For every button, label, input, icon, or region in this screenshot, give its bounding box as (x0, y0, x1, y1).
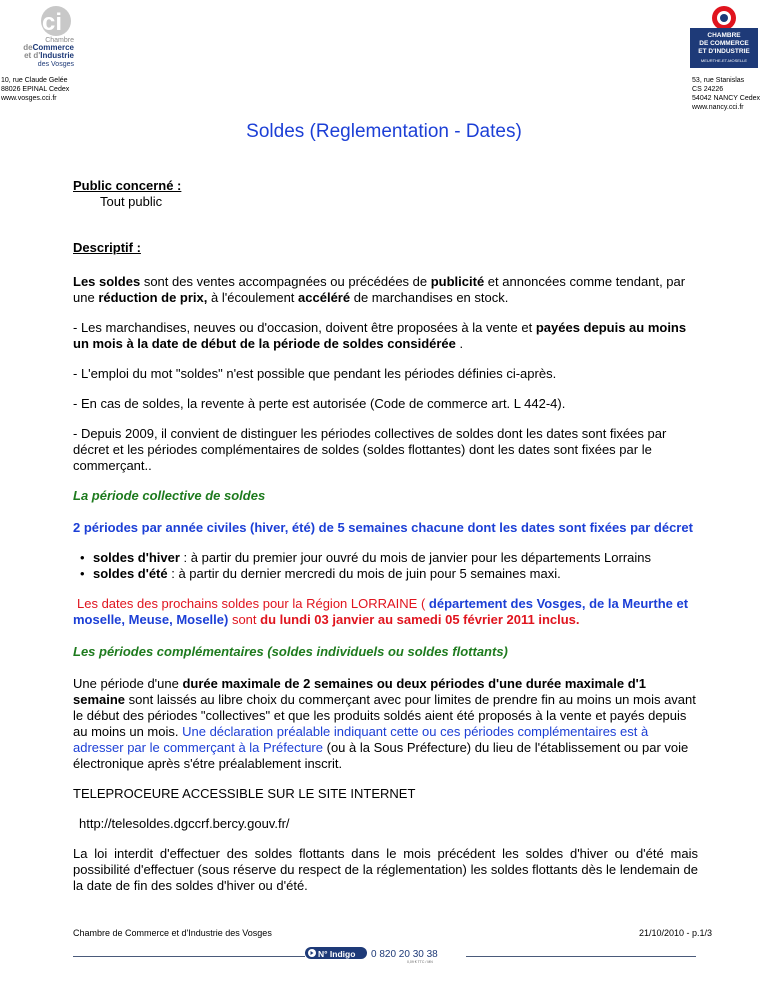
logo-line3b: Industrie (40, 51, 74, 60)
cci-vosges-logo (6, 4, 76, 70)
logo-line2a: de (23, 43, 33, 52)
page-title: Soldes (Reglementation - Dates) (246, 121, 522, 142)
logo-mark: ci (42, 9, 63, 36)
public-value: Tout public (100, 194, 163, 209)
address-link[interactable]: www.vosges.cci.fr (1, 95, 57, 102)
indigo-number-badge (305, 946, 465, 964)
address-nancy (692, 76, 760, 112)
descriptif-heading: Descriptif : (73, 240, 141, 255)
public-heading: Public concerné : (73, 178, 182, 193)
descriptif-p2: - Les marchandises, neuves ou d'occasion, doivent être proposées à la vente et payées depuis au moins un mois à la date de début de la période de soldes considérée . (73, 320, 687, 351)
teleprocedure-label: TELEPROCEURE ACCESSIBLE SUR LE SITE INTERNET (73, 786, 416, 801)
footer-divider-left (73, 956, 305, 957)
list-item: • soldes d'été : à partir du dernier mercredi du mois de juin pour 5 semaines maxi. (80, 566, 561, 581)
logo-line1: Chambre (45, 37, 74, 44)
collective-bullets (73, 550, 698, 582)
address-link[interactable]: www.nancy.cci.fr (692, 104, 744, 111)
descriptif-p3: - L'emploi du mot "soldes" n'est possible que pendant les périodes définies ci-après. (73, 366, 557, 381)
logo-line4: des Vosges (37, 61, 74, 68)
collective-dates: Les dates des prochains soldes pour la Région LORRAINE ( département des Vosges, de la Meurthe et moselle, Meuse, Moselle) sont du lundi 03 janvier au samedi 05 février 2011 inclus. (73, 596, 689, 627)
descriptif-p5: - Depuis 2009, il convient de distinguer les périodes collectives de soldes dont les dates sont fixées par décret et les périodes complémentaires de soldes (soldes flottantes) dont les dates sont fixées par le commerçant.. (73, 426, 667, 473)
indigo-label: N° Indigo (318, 949, 356, 959)
complementary-p2: La loi interdit d'effectuer des soldes flottants dans le mois précédent les soldes d'hiver ou d'été mais possibilité d'effectuer (sous réserve du respect de la réglementation) les soldes flottants dès le lendemain de la date de fin des soldes d'hiver ou d'été. (73, 846, 698, 893)
logo-line3a: et d' (24, 51, 41, 60)
logo-r-line3: ET D'INDUSTRIE (698, 48, 750, 55)
address-line: 88026 EPINAL Cedex (1, 86, 70, 93)
collective-lead: 2 périodes par année civiles (hiver, été) de 5 semaines chacune dont les dates sont fixées par décret (73, 520, 693, 535)
descriptif-p4: - En cas de soldes, la revente à perte est autorisée (Code de commerce art. L 442-4). (73, 396, 566, 411)
descriptif-p1: Les soldes sont des ventes accompagnées ou précédées de publicité et annoncées comme tendant, par une réduction de prix, à l'écoulement accéléré de marchandises en stock. (73, 274, 686, 305)
collective-heading: La période collective de soldes (73, 488, 266, 503)
logo-line2b: Commerce (32, 43, 74, 52)
address-vosges (1, 76, 69, 103)
address-line: 54042 NANCY Cedex (692, 95, 760, 102)
logo-r-line4: MEURTHE-ET-MOSELLE (700, 58, 748, 63)
complementary-heading: Les périodes complémentaires (soldes individuels ou soldes flottants) (73, 644, 508, 659)
complementary-p1: Une période d'une durée maximale de 2 semaines ou deux périodes d'une durée maximale d'1 semaine sont laissés au libre choix du commerçant avec pour limites de prendre fin au moins un mois avant le début des périodes "collectives" et que les produits soldés aient été proposés à la vente et payés depuis au moins un mois. Une déclaration préalable indiquant cette ou ces périodes complémentaires est à adresser par le commerçant à la Préfecture (ou à la Sous Préfecture) du lieu de l'établissement ou par voie électronique après s'étre préalablement inscrit. (73, 676, 696, 771)
logo-r-line1: CHAMBRE (707, 32, 741, 39)
address-line: 53, rue Stanislas (692, 77, 745, 84)
logo-r-line2: DE COMMERCE (699, 40, 749, 47)
address-line: 10, rue Claude Gelée (1, 77, 68, 84)
list-item: • soldes d'hiver : à partir du premier jour ouvré du mois de janvier pour les départements Lorrains (80, 550, 652, 565)
footer-organization: Chambre de Commerce et d'Industrie des Vosges (73, 928, 272, 938)
teleprocedure-url[interactable]: http://telesoldes.dgccrf.bercy.gouv.fr/ (79, 816, 290, 831)
footer-date-page: 21/10/2010 - p.1/3 (638, 928, 712, 938)
cci-meurthe-moselle-logo (688, 4, 760, 72)
indigo-price: 0,09 € TTC / MN (407, 960, 433, 964)
svg-text:et d'Industrie (24, 51, 74, 60)
indigo-number: 0 820 20 30 38 (371, 949, 438, 960)
footer-divider-right (466, 956, 696, 957)
address-line: CS 24226 (692, 86, 724, 93)
document-body (73, 178, 698, 894)
